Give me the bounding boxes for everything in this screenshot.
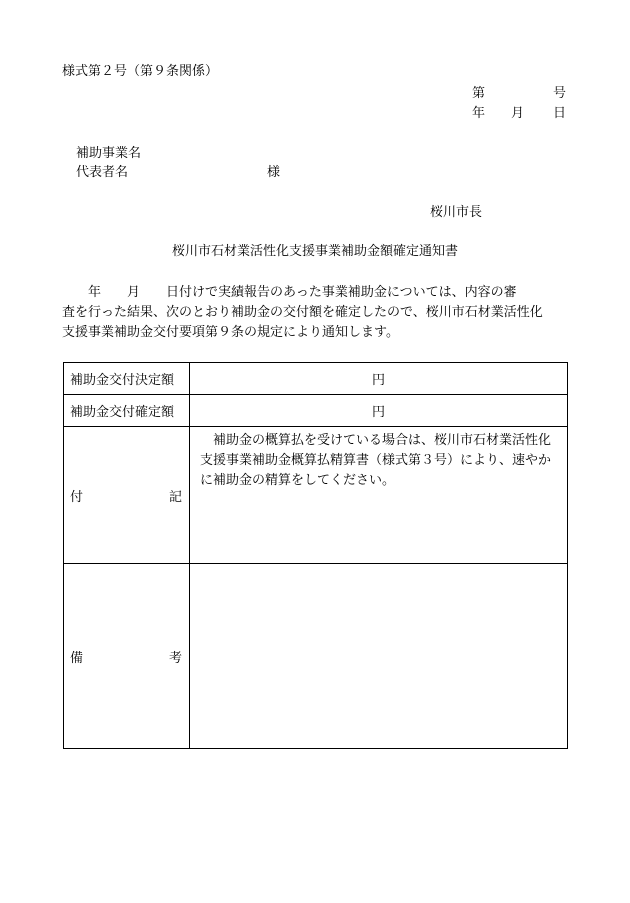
notes-label-cell — [64, 427, 190, 564]
form-number: 様式第２号（第９条関係） — [62, 64, 219, 79]
table-row-remarks — [64, 564, 568, 749]
confirmed-amount-label: 補助金交付確定額 — [64, 395, 190, 427]
honorific: 様 — [267, 165, 281, 180]
notes-content — [190, 427, 568, 564]
representative-label: 代表者名 — [76, 165, 129, 180]
table-row-decided-amount — [64, 363, 568, 395]
confirmed-amount-value: 円 — [190, 395, 568, 427]
table-row-confirmed-amount — [64, 395, 568, 427]
body-text-line-2: 査を行った結果、次のとおり補助金の交付額を確定したので、桜川市石材業活性化 — [62, 305, 543, 320]
date-day: 日 — [553, 106, 567, 121]
notes-label-char-1: 付 — [70, 489, 84, 505]
document-title: 桜川市石材業活性化支援事業補助金額確定通知書 — [171, 244, 458, 259]
remarks-label-cell — [64, 564, 190, 749]
body-text-line-3: 支援事業補助金交付要項第９条の規定により通知します。 — [62, 325, 399, 340]
decided-amount-label: 補助金交付決定額 — [64, 363, 190, 395]
remarks-label-char-1: 備 — [70, 650, 84, 666]
subsidy-result-table — [63, 362, 568, 749]
remarks-label-char-2: 考 — [168, 650, 182, 666]
document-number-suffix: 号 — [553, 86, 567, 101]
date-month: 月 — [511, 106, 525, 121]
decided-amount-value: 円 — [190, 363, 568, 395]
remarks-content[interactable] — [190, 564, 568, 749]
body-text-line-1: 年 月 日付けで実績報告のあった事業補助金については、内容の審 — [62, 285, 517, 300]
issuer: 桜川市長 — [430, 205, 483, 220]
notes-label-char-2: 記 — [168, 489, 182, 505]
notes-text: 補助金の概算払を受けている場合は、桜川市石材業活性化支援事業補助金概算払精算書（様式第３号）により、速やかに補助金の精算をしてください。 — [200, 433, 552, 488]
project-name-label: 補助事業名 — [76, 146, 142, 161]
date-year: 年 — [472, 106, 486, 121]
document-number-prefix: 第 — [472, 86, 486, 101]
table-row-notes — [64, 427, 568, 564]
